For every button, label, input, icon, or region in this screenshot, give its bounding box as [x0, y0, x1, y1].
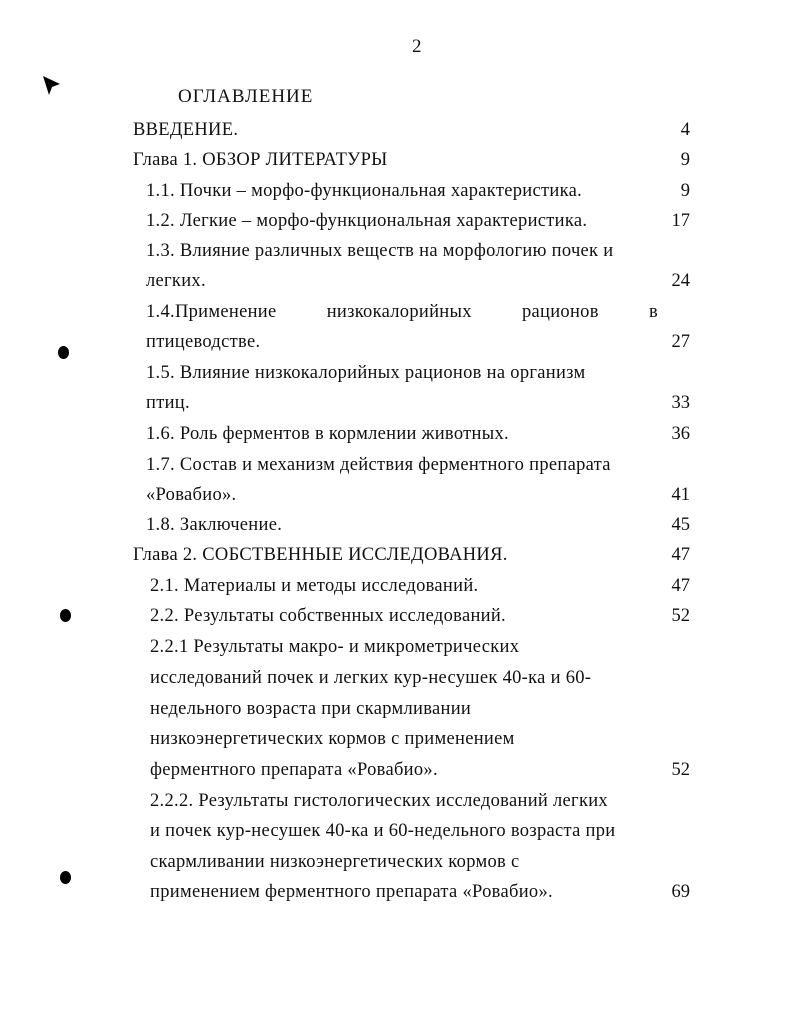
toc-entry-text: 1.5. Влияние низкокалорийных рационов на организм [146, 363, 586, 383]
toc-entry-text: 1.2. Легкие – морфо-функциональная характеристика. [146, 211, 588, 231]
toc-word: рационов [521, 302, 599, 322]
toc-entry-page: 52 [671, 606, 690, 626]
toc-entry-text: 1.7. Состав и механизм действия ферментного препарата [146, 455, 611, 475]
toc-entry-page: 69 [671, 882, 690, 902]
toc-word: в [648, 302, 658, 322]
toc-entry-text: 2.2.2. Результаты гистологических исследований легких [150, 791, 608, 811]
scan-spot [58, 346, 69, 359]
toc-entry-text: 1.3. Влияние различных веществ на морфологию почек и [146, 241, 614, 261]
toc-entry-text: птицеводстве. [146, 332, 261, 352]
toc-entry-text: низкоэнергетических кормов с применением [150, 729, 515, 749]
toc-entry-page: 27 [671, 332, 690, 352]
toc-entry-page: 17 [671, 211, 690, 231]
toc-entry-page: 4 [680, 120, 690, 140]
toc-entry-text: недельного возраста при скармливании [150, 699, 472, 719]
toc-entry-text: 1.8. Заключение. [146, 515, 283, 535]
toc-entry-page: 45 [671, 515, 690, 535]
toc-entry-text: скармливании низкоэнергетических кормов с [150, 852, 520, 872]
toc-entry-page: 9 [680, 150, 690, 170]
toc-entry-text: ВВЕДЕНИЕ. [133, 120, 239, 140]
scan-spot [60, 871, 71, 884]
toc-entry-text: исследований почек и легких кур-несушек 40-ка и 60- [150, 668, 592, 688]
toc-entry-text: птиц. [146, 393, 190, 413]
toc-entry-text: Глава 2. СОБСТВЕННЫЕ ИССЛЕДОВАНИЯ. [133, 545, 508, 565]
toc-word: 1.4.Применение [146, 302, 277, 322]
toc-title: ОГЛАВЛЕНИЕ [178, 86, 314, 107]
scan-spot [60, 609, 71, 622]
toc-entry-text: применением ферментного препарата «Ровабио». [150, 882, 553, 902]
toc-entry-text: 1.1. Почки – морфо-функциональная характеристика. [146, 181, 583, 201]
toc-entry-page: 36 [671, 424, 690, 444]
toc-entry-justified-line [146, 302, 658, 323]
toc-word: низкокалорийных [326, 302, 472, 322]
toc-entry-text: и почек кур-несушек 40-ка и 60-недельного возраста при [150, 821, 616, 841]
toc-entry-page: 47 [671, 545, 690, 565]
toc-entry-page: 24 [671, 271, 690, 291]
toc-entry-page: 9 [680, 181, 690, 201]
page-number: 2 [412, 36, 422, 57]
toc-entry-page: 52 [671, 760, 690, 780]
toc-entry-text: «Ровабио». [146, 485, 237, 505]
toc-entry-text: ферментного препарата «Ровабио». [150, 760, 438, 780]
toc-entry-page: 33 [671, 393, 690, 413]
toc-entry-text: 1.6. Роль ферментов в кормлении животных. [146, 424, 509, 444]
toc-entry-text: легких. [146, 271, 206, 291]
toc-entry-text: 2.1. Материалы и методы исследований. [150, 576, 479, 596]
toc-entry-text: 2.2. Результаты собственных исследований. [150, 606, 506, 626]
toc-entry-text: Глава 1. ОБЗОР ЛИТЕРАТУРЫ [133, 150, 388, 170]
toc-entry-text: 2.2.1 Результаты макро- и микрометрических [150, 637, 520, 657]
toc-entry-page: 47 [671, 576, 690, 596]
hole-punch-mark [40, 74, 62, 96]
toc-entry-page: 41 [671, 485, 690, 505]
